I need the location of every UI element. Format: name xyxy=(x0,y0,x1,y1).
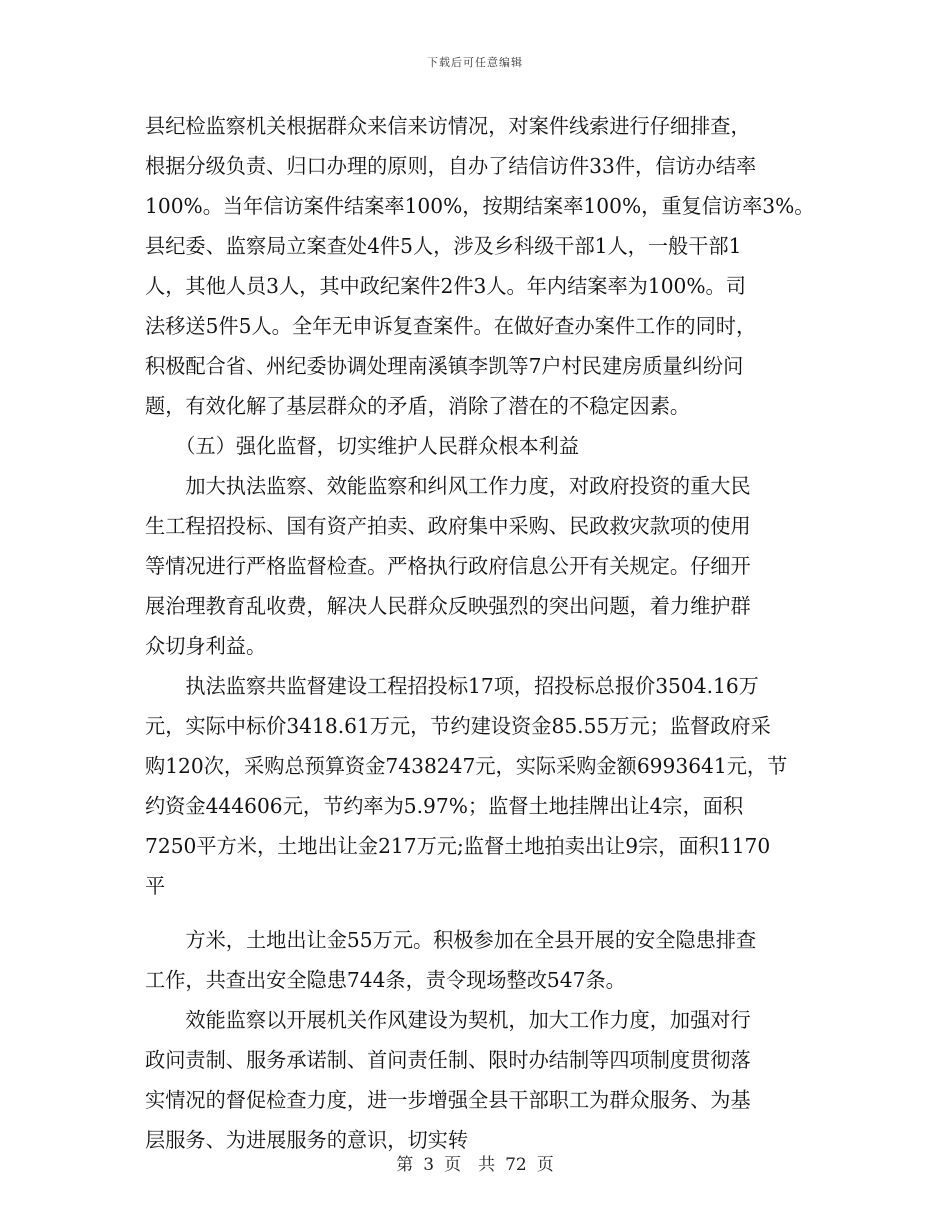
text-line: 县纪委、监察局立案查处4件5人，涉及乡科级干部1人，一般干部1 xyxy=(145,234,742,258)
footer-prefix: 第 xyxy=(396,1155,414,1175)
text-line: 工作，共查出安全隐患744条，责令现场整改547条。 xyxy=(145,968,626,992)
text-line: 执法监察共监督建设工程招投标17项，招投标总报价3504.16万 xyxy=(145,674,759,698)
text-line: 元，实际中标价3418.61万元，节约建设资金85.55万元；监督政府采 xyxy=(145,714,771,738)
text-line: 加大执法监察、效能监察和纠风工作力度，对政府投资的重大民 xyxy=(145,474,751,498)
total-page-count: 72 xyxy=(505,1155,527,1175)
page-footer xyxy=(0,1150,950,1175)
text-line: 层服务、为进展服务的意识，切实转 xyxy=(145,1128,469,1152)
text-line: 实情况的督促检查力度，进一步增强全县干部职工为群众服务、为基 xyxy=(145,1088,751,1112)
text-line: 政问责制、服务承诺制、首问责任制、限时办结制等四项制度贯彻落 xyxy=(145,1048,751,1072)
text-line: 约资金444606元，节约率为5.97%；监督土地挂牌出让4宗，面积 xyxy=(145,794,744,818)
text-line: 众切身利益。 xyxy=(145,634,267,658)
current-page-number: 3 xyxy=(423,1155,435,1175)
header-note: 下载后可任意编辑 xyxy=(427,56,523,69)
text-line: 效能监察以开展机关作风建设为契机，加大工作力度，加强对行 xyxy=(145,1008,751,1032)
text-line: 100%。当年信访案件结案率100%，按期结案率100%，重复信访率3%。 xyxy=(145,194,815,218)
text-line: 生工程招投标、国有资产拍卖、政府集中采购、民政救灾款项的使用 xyxy=(145,514,751,538)
text-line: 方米，土地出让金55万元。积极参加在全县开展的安全隐患排查 xyxy=(145,928,757,952)
text-line: 题，有效化解了基层群众的矛盾，消除了潜在的不稳定因素。 xyxy=(145,394,691,418)
text-line: 积极配合省、州纪委协调处理南溪镇李凯等7户村民建房质量纠纷问 xyxy=(145,354,744,378)
text-line: 7250平方米，土地出让金217万元;监督土地拍卖出让9宗，面积1170 xyxy=(145,834,771,858)
footer-middle: 页 共 xyxy=(444,1155,496,1175)
text-line: 平 xyxy=(145,874,166,898)
paragraph-gap xyxy=(145,906,810,920)
text-line: 等情况进行严格监督检查。严格执行政府信息公开有关规定。仔细开 xyxy=(145,554,751,578)
text-line: 根据分级负责、归口办理的原则，自办了结信访件33件，信访办结率 xyxy=(145,154,757,178)
text-line: 法移送5件5人。全年无申诉复查案件。在做好查办案件工作的同时， xyxy=(145,314,757,338)
document-body xyxy=(145,106,815,1160)
text-line: 县纪检监察机关根据群众来信来访情况，对案件线索进行仔细排查， xyxy=(145,114,751,138)
section-heading: （五）强化监督，切实维护人民群众根本利益 xyxy=(145,434,580,458)
text-line: 人，其他人员3人，其中政纪案件2件3人。年内结案率为100%。司 xyxy=(145,274,746,298)
text-line: 展治理教育乱收费，解决人民群众反映强烈的突出问题，着力维护群 xyxy=(145,594,751,618)
footer-suffix: 页 xyxy=(536,1155,554,1175)
text-line: 购120次，采购总预算资金7438247元，实际采购金额6993641元，节 xyxy=(145,754,788,778)
